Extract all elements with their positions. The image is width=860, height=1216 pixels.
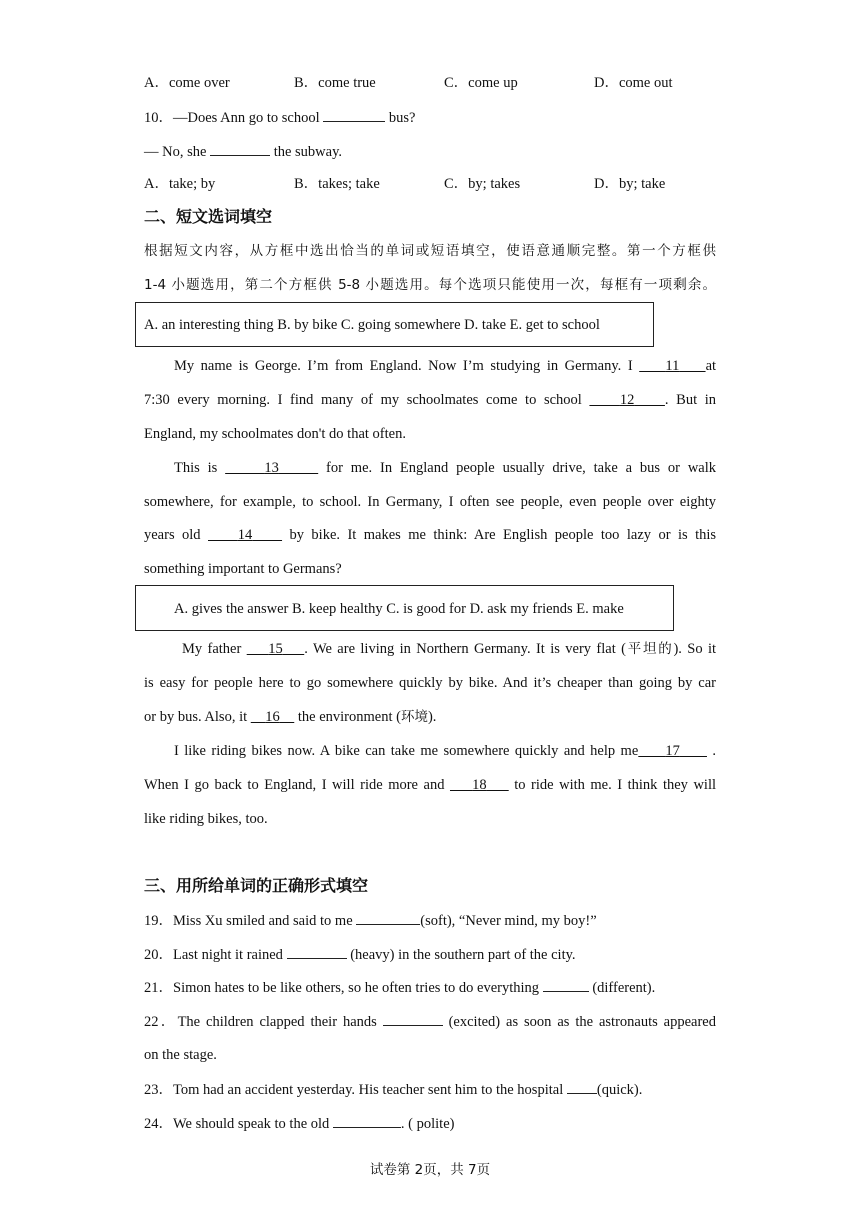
passage-line: 7:30 every morning. I find many of my schoolmates come to school 12 . But in [144, 392, 717, 408]
blank-11[interactable]: 11 [665, 358, 680, 374]
answer-blank[interactable] [323, 107, 385, 122]
q9-option-a: A．come over [144, 75, 230, 91]
question-22-cont: on the stage. [144, 1047, 217, 1063]
page-footer: 试卷第 2页，共 7页 [369, 1162, 491, 1178]
answer-blank[interactable] [383, 1011, 443, 1026]
word-box-2-options: A. gives the answer B. keep healthy C. is good for D. ask my friends E. make [174, 601, 624, 617]
q10-option-c: C．by; takes [444, 176, 521, 192]
passage-line: somewhere, for example, to school. In Germany, I often see people, even people over eighty [144, 494, 716, 510]
answer-blank[interactable] [210, 141, 270, 156]
question-24: 24．We should speak to the old . ( polite) [144, 1113, 454, 1134]
blank-16[interactable]: 16 [265, 709, 280, 725]
passage-line: This is 13 for me. In England people usually drive, take a bus or walk [174, 460, 717, 476]
section3-title: 三、用所给单词的正确形式填空 [144, 876, 369, 895]
blank-17[interactable]: 17 [665, 743, 680, 759]
q9-option-d: D．come out [594, 75, 673, 91]
question-21: 21．Simon hates to be like others, so he often tries to do everything (different). [144, 977, 655, 998]
question-22: 22．The children clapped their hands (excited) as soon as the astronauts appeared [144, 1011, 716, 1032]
answer-blank[interactable] [543, 977, 589, 992]
q10-option-d: D．by; take [594, 176, 666, 192]
blank-18[interactable]: 18 [472, 777, 487, 793]
passage-line: England, my schoolmates don't do that often. [144, 426, 406, 442]
passage-line: something important to Germans? [144, 561, 342, 577]
passage-line: is easy for people here to go somewhere quickly by bike. And it’s cheaper than going by car [144, 675, 716, 691]
question-20: 20．Last night it rained (heavy) in the southern part of the city. [144, 944, 576, 965]
answer-blank[interactable] [567, 1079, 597, 1094]
q10-answer-line: — No, she the subway. [144, 141, 342, 162]
passage-line: My father 15 . We are living in Northern Germany. It is very flat (平坦的). So it [182, 641, 717, 657]
question-19: 19．Miss Xu smiled and said to me (soft), “Never mind, my boy!” [144, 910, 597, 931]
section2-instructions-2: 1-4 小题选用，第二个方框供 5-8 小题选用。每个选项只能使用一次，每框有一项剩余。 [144, 277, 716, 293]
blank-14[interactable]: 14 [237, 527, 253, 543]
passage-line: My name is George. I’m from England. Now I’m studying in Germany. I 11 at [174, 358, 717, 374]
passage-line: like riding bikes, too. [144, 811, 268, 827]
section2-title: 二、短文选词填空 [144, 207, 273, 226]
q10-option-a: A．take; by [144, 176, 216, 192]
passage-line: or by bus. Also, it 16 the environment (环境). [144, 709, 437, 725]
blank-15[interactable]: 15 [268, 641, 283, 657]
answer-blank[interactable] [333, 1113, 401, 1128]
q10-question: 10．—Does Ann go to school bus? [144, 107, 415, 128]
section2-instructions-1: 根据短文内容，从方框中选出恰当的单词或短语填空，使语意通顺完整。第一个方框供 [144, 243, 716, 259]
word-box-1-options: A. an interesting thing B. by bike C. going somewhere D. take E. get to school [144, 317, 600, 333]
q9-option-c: C．come up [444, 75, 518, 91]
blank-12[interactable]: 12 [619, 392, 635, 408]
passage-line: I like riding bikes now. A bike can take me somewhere quickly and help me 17 . [174, 743, 717, 759]
question-23: 23．Tom had an accident yesterday. His teacher sent him to the hospital (quick). [144, 1079, 642, 1100]
q9-option-b: B．come true [294, 75, 376, 91]
passage-line: years old 14 by bike. It makes me think: Are English people too lazy or is this [144, 527, 717, 543]
blank-13[interactable]: 13 [264, 460, 279, 476]
answer-blank[interactable] [287, 944, 347, 959]
answer-blank[interactable] [356, 910, 420, 925]
passage-line: When I go back to England, I will ride more and 18 to ride with me. I think they will [144, 777, 716, 793]
q10-option-b: B．takes; take [294, 176, 380, 192]
